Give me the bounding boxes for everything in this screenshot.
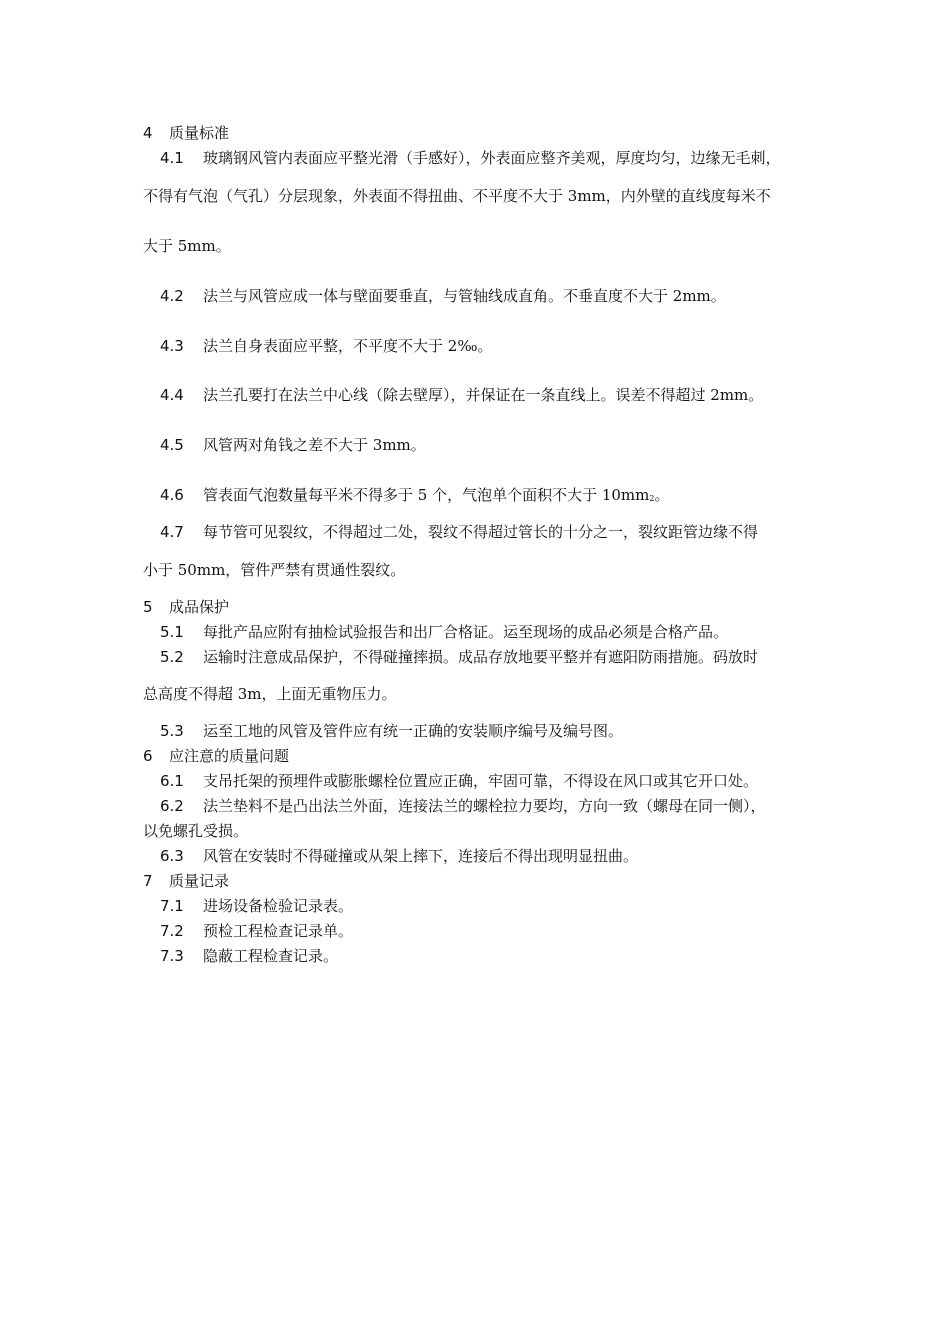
clause-6-2-line-2: 以免螺孔受损。: [143, 822, 249, 840]
clause-7-3: 7.3 隐蔽工程检查记录。: [160, 947, 339, 965]
clause-4-3: 4.3 法兰自身表面应平整，不平度不大于 2‰。: [160, 337, 493, 355]
clause-4-1-line-3: 大于 5mm。: [143, 237, 231, 255]
clause-6-3: 6.3 风管在安装时不得碰撞或从架上摔下，连接后不得出现明显扭曲。: [160, 847, 639, 865]
section-heading: 4 质量标准: [143, 124, 230, 142]
clause-6-2: 6.2 法兰垫料不是凸出法兰外面，连接法兰的螺栓拉力要均，方向一致（螺母在同一侧），: [160, 797, 766, 815]
clause-5-2-line-2: 总高度不得超 3m，上面无重物压力。: [143, 685, 397, 703]
clause-4-6: 4.6 管表面气泡数量每平米不得多于 5 个，气泡单个面积不大于 $10mm_2$。: [160, 486, 670, 504]
section-heading: 6 应注意的质量问题: [143, 747, 290, 765]
clause-5-2: 5.2 运输时注意成品保护，不得碰撞摔损。成品存放地要平整并有遮阳防雨措施。码放时: [160, 648, 759, 666]
clause-6-1: 6.1 支吊托架的预埋件或膨胀螺栓位置应正确，牢固可靠，不得设在风口或其它开口处。: [160, 772, 759, 790]
clause-5-3: 5.3 运至工地的风管及管件应有统一正确的安装顺序编号及编号图。: [160, 722, 624, 740]
superscript-2: 2: [649, 494, 655, 503]
clause-4-1-line-2: 不得有气泡（气孔）分层现象，外表面不得扭曲、不平度不大于 3mm，内外壁的直线度每米不: [143, 187, 771, 205]
clause-7-2: 7.2 预检工程检查记录单。: [160, 922, 354, 940]
clause-4-5: 4.5 风管两对角钱之差不大于 3mm。: [160, 436, 426, 454]
clause-4-7-line-2: 小于 50mm，管件严禁有贯通性裂纹。: [143, 561, 406, 579]
clause-4-1: 4.1 玻璃钢风管内表面应平整光滑（手感好），外表面应整齐美观，厚度均匀，边缘无毛刺，: [160, 149, 781, 167]
clause-4-4: 4.4 法兰孔要打在法兰中心线（除去壁厚），并保证在一条直线上。误差不得超过 2mm。: [160, 386, 764, 404]
clause-7-1: 7.1 进场设备检验记录表。: [160, 897, 354, 915]
clause-4-7: 4.7 每节管可见裂纹，不得超过二处，裂纹不得超过管长的十分之一，裂纹距管边缘不得: [160, 523, 759, 541]
section-heading: 5 成品保护: [143, 598, 230, 616]
section-heading: 7 质量记录: [143, 872, 230, 890]
clause-4-2: 4.2 法兰与风管应成一体与壁面要垂直，与管轴线成直角。不垂直度不大于 2mm。: [160, 287, 726, 305]
clause-5-1: 5.1 每批产品应附有抽检试验报告和出厂合格证。运至现场的成品必须是合格产品。: [160, 623, 729, 641]
